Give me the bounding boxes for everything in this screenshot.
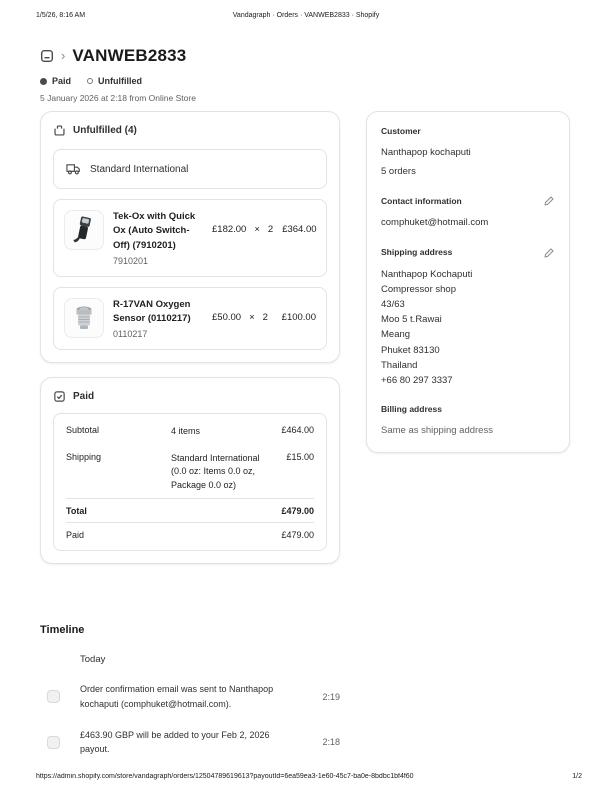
- page-title: VANWEB2833: [72, 46, 187, 65]
- status-badges: [40, 76, 572, 86]
- timeline-event-text: Order confirmation email was sent to Nanthapop kochaputi (comphuket@hotmail.com).: [80, 684, 274, 709]
- billing-address-value: Same as shipping address: [381, 425, 493, 437]
- breadcrumb-chevron: ›: [61, 47, 66, 63]
- address-line: 43/63: [381, 298, 405, 310]
- timeline-event-time: 2:19: [322, 691, 340, 702]
- shipping-address: [381, 267, 555, 389]
- shipping-address-heading: Shipping address: [381, 247, 555, 258]
- totals-table: [53, 413, 327, 551]
- paid-dot-icon: [40, 78, 47, 85]
- fulfillment-status-badge: Unfulfilled: [87, 76, 142, 86]
- package-icon: [53, 124, 66, 137]
- unfulfilled-card-title: Unfulfilled (4): [73, 125, 137, 136]
- customer-name: Nanthapop kochaputi: [381, 147, 471, 158]
- truck-icon: [66, 163, 81, 175]
- address-line: Phuket 83130: [381, 344, 440, 356]
- paid-status-badge: Paid: [40, 76, 71, 86]
- line-item-total: £364.00: [282, 224, 317, 235]
- timeline-event-icon: [47, 690, 60, 703]
- customer-card: [366, 111, 570, 453]
- main-column: [40, 111, 340, 564]
- timeline-event: [40, 682, 340, 711]
- line-item-total: £100.00: [281, 311, 316, 323]
- totals-row-paid: Paid £479.00: [66, 522, 314, 546]
- line-item-title: Tek-Ox with Quick Ox (Auto Switch-Off) (7910201): [113, 211, 196, 251]
- line-item-price: £50.00 × 2: [212, 312, 268, 340]
- product-thumbnail-sensor: [64, 298, 104, 338]
- sidebar-column: [366, 111, 570, 453]
- payment-card: [40, 377, 340, 564]
- customer-email: comphuket@hotmail.com: [381, 217, 489, 229]
- payment-card-title: Paid: [73, 391, 95, 403]
- contact-information-heading: Contact information: [381, 195, 555, 206]
- order-icon: [40, 49, 54, 63]
- totals-row-subtotal: Subtotal 4 items £464.00: [66, 425, 314, 437]
- line-item-sku: 0110217: [113, 329, 148, 340]
- line-item: [53, 199, 327, 277]
- timeline-group-label: Today: [80, 654, 106, 666]
- payment-card-header: [53, 390, 327, 403]
- product-thumbnail-analyzer: [64, 210, 104, 250]
- paid-check-icon: [53, 390, 66, 403]
- line-item-title: R-17VAN Oxygen Sensor (0110217): [113, 298, 191, 324]
- unfulfilled-card-header: [53, 124, 327, 137]
- address-line: Moo 5 t.Rawai: [381, 314, 442, 326]
- print-datetime: 1/5/26, 8:16 AM: [36, 12, 86, 19]
- timeline-event: [40, 728, 340, 757]
- timeline-title: Timeline: [40, 624, 85, 637]
- address-line: Compressor shop: [381, 283, 456, 295]
- order-date-line: 5 January 2026 at 2:18 from Online Store: [40, 93, 196, 103]
- address-line: Nanthapop Kochaputi: [381, 268, 473, 280]
- timeline-event-text: £463.90 GBP will be added to your Feb 2, 2026 payout.: [80, 730, 270, 755]
- line-item-price: £182.00 × 2: [212, 224, 273, 266]
- print-header: [30, 12, 582, 22]
- address-line: Meang: [381, 329, 411, 341]
- timeline-section: [40, 624, 340, 757]
- line-item-qty: 2: [262, 311, 268, 323]
- customer-orders-count: 5 orders: [381, 166, 416, 178]
- totals-row-total: Total £479.00: [66, 498, 314, 522]
- billing-address-heading: Billing address: [381, 404, 442, 415]
- edit-shipping-pencil-icon[interactable]: [544, 247, 555, 258]
- shipping-method-label: Standard International: [90, 163, 189, 175]
- order-page-content: [40, 46, 572, 757]
- line-item-qty: 2: [267, 224, 274, 235]
- edit-contact-pencil-icon[interactable]: [544, 195, 555, 206]
- address-line: Thailand: [381, 359, 418, 371]
- line-item-sku: 7910201: [113, 255, 149, 266]
- customer-heading: Customer: [381, 126, 421, 136]
- shipping-method-row: [53, 149, 327, 189]
- page-indicator: 1/2: [572, 773, 582, 780]
- timeline-event-time: 2:18: [322, 737, 340, 748]
- multiply-sign: ×: [254, 224, 260, 235]
- print-url: https://admin.shopify.com/store/vandagraph/orders/12504789619613?payoutId=6ea59ea3-1e60-45c7-ba0e-8bdbc1bf4f60: [36, 773, 414, 780]
- unfulfilled-dot-icon: [87, 78, 93, 84]
- multiply-sign: ×: [249, 311, 255, 323]
- timeline-event-icon: [47, 736, 60, 749]
- address-line: +66 80 297 3337: [381, 374, 453, 386]
- totals-row-shipping: Shipping Standard International (0.0 oz: Items 0.0 oz, Package 0.0 oz) £15.00: [66, 451, 314, 490]
- unfulfilled-card: [40, 111, 340, 363]
- print-doc-title: Vandagraph · Orders · VANWEB2833 · Shopify: [232, 12, 380, 19]
- line-item: [53, 287, 327, 351]
- page-title-row: [40, 46, 572, 66]
